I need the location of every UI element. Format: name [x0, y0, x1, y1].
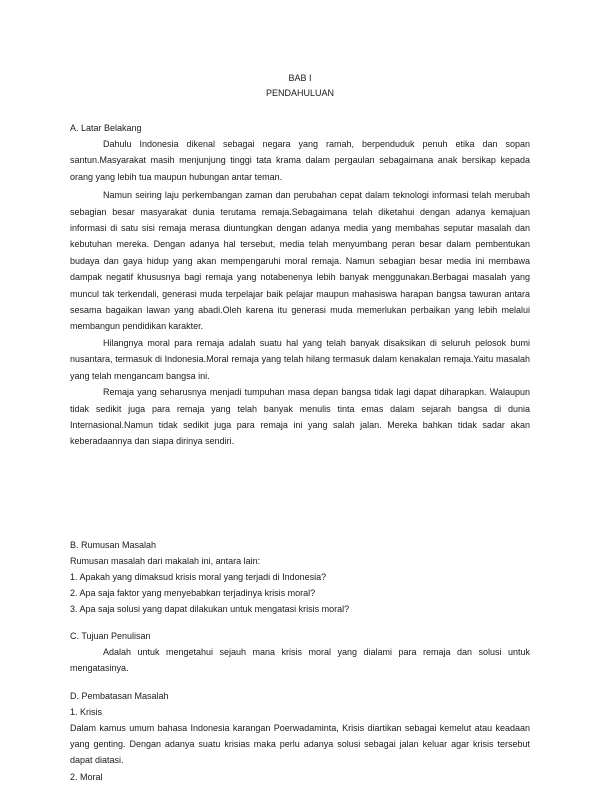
section-heading-latar-belakang: A. Latar Belakang: [70, 123, 142, 133]
document-content: [70, 71, 530, 785]
paragraph: Adalah untuk mengetahui sejauh mana krisis moral yang dialami para remaja dan solusi untuk mengatasinya.: [70, 646, 530, 674]
subheading-moral: 2. Moral: [70, 771, 103, 782]
rumusan-intro: Rumusan masalah dari makalah ini, antara lain:: [70, 555, 261, 566]
paragraph: Remaja yang seharusnya menjadi tumpuhan masa depan bangsa tidak lagi dapat diharapkan. Walaupun tidak sedikit juga para remaja yang telah banyak menulis tinta emas dalam sejarah bangsa di dunia Internasional.Namun tidak sedikit juga para remaja ini yang salah jalan. Mereka bahkan tidak sadar akan keberadaannya dan siapa dirinya sendiri.: [70, 387, 530, 447]
section-heading-tujuan-penulisan: C. Tujuan Penulisan: [70, 630, 151, 641]
list-item: 3. Apa saja solusi yang dapat dilakukan untuk mengatasi krisis moral?: [70, 603, 350, 614]
chapter-number: BAB I: [288, 73, 312, 83]
section-heading-rumusan-masalah: B. Rumusan Masalah: [70, 539, 157, 550]
subheading-krisis: 1. Krisis: [70, 706, 103, 717]
paragraph: Dahulu Indonesia dikenal sebagai negara yang ramah, berpenduduk penuh etika dan sopan santun.Masyarakat masih menjunjung tinggi tata krama dalam pergaulan sebagaimana anak bersikap kepada orang yang lebih tua maupun hubungan antar teman.: [70, 139, 530, 182]
paragraph: Dalam kamus umum bahasa Indonesia karangan Poerwadaminta, Krisis diartikan sebagai kemelut atau keadaan yang genting. Dengan adanya suatu krisias maka perlu adanya solusi sebagai jalan keluar agar krisis tersebut dapat diatasi.: [70, 722, 530, 766]
section-heading-pembatasan-masalah: D. Pembatasan Masalah: [70, 690, 169, 701]
list-item: 1. Apakah yang dimaksud krisis moral yang terjadi di Indonesia?: [70, 571, 327, 582]
list-item: 2. Apa saja faktor yang menyebabkan terjadinya krisis moral?: [70, 587, 316, 598]
paragraph: Hilangnya moral para remaja adalah suatu hal yang telah banyak disaksikan di seluruh pelosok bumi nusantara, termasuk di Indonesia.Moral remaja yang telah hilang termasuk dalam kenakalan remaja.Yaitu masalah yang telah mengancam bangsa ini.: [70, 337, 530, 381]
chapter-title: PENDAHULUAN: [265, 88, 334, 98]
paragraph: Namun seiring laju perkembangan zaman dan perubahan cepat dalam teknologi informasi telah merubah sebagian besar masyarakat dunia terutama remaja.Sebagaimana telah diketahui dengan adanya kemajuan informasi di satu sisi remaja merasa diuntungkan dengan adanya media yang membahas seputar masalah dan kebutuhan mereka. Dengan adanya hal tersebut, media telah menyumbang peran besar dalam pembentukan budaya dan gaya hidup yang akan mempengaruhi moral remaja. Namun sebagian besar media ini membawa dampak negatif khususnya bagi remaja yang notabenenya lebih banyak menggunakan.Berbagai masalah yang muncul tak terkendali, generasi muda terpelajar baik pelajar maupun mahasiswa harapan bangsa tawuran antara sesama bagaikan lawan yang abadi.Oleh karena itu generasi muda memerlukan perbaikan yang lebih melalui membangun pendidikan karakter.: [70, 190, 530, 332]
